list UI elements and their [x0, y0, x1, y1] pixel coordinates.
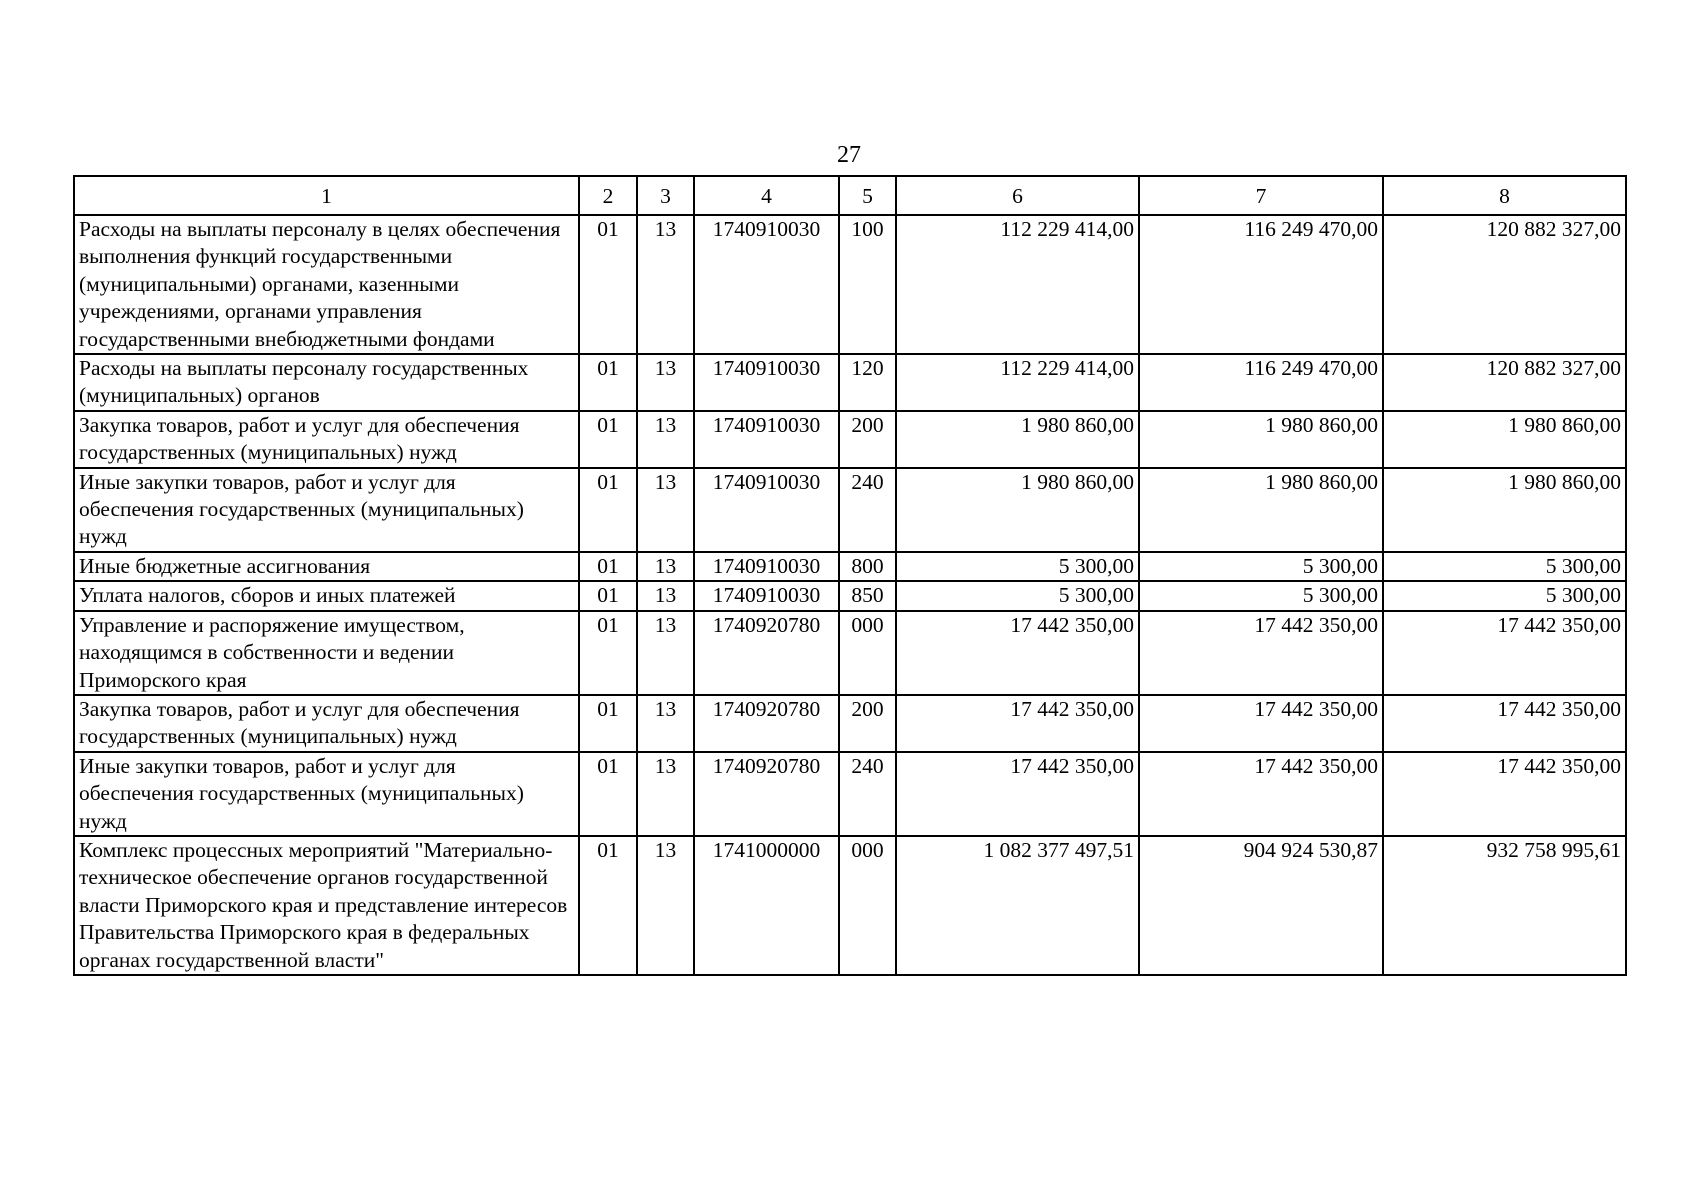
subsection-code: 13 [637, 581, 694, 610]
table-row [74, 752, 1626, 836]
subsection-code: 13 [637, 552, 694, 581]
amount-col-6: 1 980 860,00 [896, 468, 1139, 552]
target-article-code: 1740910030 [694, 411, 839, 468]
amount-col-7: 1 980 860,00 [1139, 411, 1383, 468]
amount-col-8: 120 882 327,00 [1383, 354, 1626, 411]
expense-type-code: 200 [839, 695, 896, 752]
subsection-code: 13 [637, 468, 694, 552]
row-name: Закупка товаров, работ и услуг для обеспечения государственных (муниципальных) нужд [74, 695, 579, 752]
expense-type-code: 200 [839, 411, 896, 468]
subsection-code: 13 [637, 836, 694, 975]
amount-col-7: 116 249 470,00 [1139, 215, 1383, 354]
subsection-code: 13 [637, 354, 694, 411]
table-row [74, 695, 1626, 752]
amount-col-8: 1 980 860,00 [1383, 411, 1626, 468]
amount-col-7: 17 442 350,00 [1139, 695, 1383, 752]
subsection-code: 13 [637, 695, 694, 752]
section-code: 01 [579, 411, 637, 468]
column-header: 6 [896, 176, 1139, 215]
section-code: 01 [579, 611, 637, 695]
target-article-code: 1740920780 [694, 695, 839, 752]
subsection-code: 13 [637, 611, 694, 695]
subsection-code: 13 [637, 411, 694, 468]
amount-col-7: 904 924 530,87 [1139, 836, 1383, 975]
section-code: 01 [579, 752, 637, 836]
subsection-code: 13 [637, 215, 694, 354]
column-header: 8 [1383, 176, 1626, 215]
column-header: 4 [694, 176, 839, 215]
amount-col-6: 5 300,00 [896, 552, 1139, 581]
table-row [74, 215, 1626, 354]
row-name: Закупка товаров, работ и услуг для обеспечения государственных (муниципальных) нужд [74, 411, 579, 468]
section-code: 01 [579, 695, 637, 752]
target-article-code: 1740920780 [694, 752, 839, 836]
amount-col-8: 932 758 995,61 [1383, 836, 1626, 975]
table-row [74, 836, 1626, 975]
column-header: 2 [579, 176, 637, 215]
row-name: Управление и распоряжение имуществом, находящимся в собственности и ведении Приморского края [74, 611, 579, 695]
amount-col-6: 112 229 414,00 [896, 215, 1139, 354]
column-header: 5 [839, 176, 896, 215]
expense-type-code: 100 [839, 215, 896, 354]
row-name: Расходы на выплаты персоналу в целях обеспечения выполнения функций государственными (муниципальными) органами, казенными учреждениями, органами управления государственными внебюджетными фондами [74, 215, 579, 354]
target-article-code: 1740910030 [694, 581, 839, 610]
amount-col-8: 5 300,00 [1383, 552, 1626, 581]
target-article-code: 1740910030 [694, 552, 839, 581]
table-row [74, 581, 1626, 610]
section-code: 01 [579, 354, 637, 411]
section-code: 01 [579, 552, 637, 581]
amount-col-6: 1 980 860,00 [896, 411, 1139, 468]
amount-col-7: 116 249 470,00 [1139, 354, 1383, 411]
target-article-code: 1741000000 [694, 836, 839, 975]
amount-col-8: 17 442 350,00 [1383, 611, 1626, 695]
table-row [74, 552, 1626, 581]
amount-col-7: 5 300,00 [1139, 581, 1383, 610]
amount-col-6: 5 300,00 [896, 581, 1139, 610]
row-name: Иные закупки товаров, работ и услуг для обеспечения государственных (муниципальных) нужд [74, 752, 579, 836]
amount-col-6: 17 442 350,00 [896, 695, 1139, 752]
column-header: 1 [74, 176, 579, 215]
amount-col-8: 17 442 350,00 [1383, 695, 1626, 752]
amount-col-8: 5 300,00 [1383, 581, 1626, 610]
table-row [74, 354, 1626, 411]
column-header: 7 [1139, 176, 1383, 215]
amount-col-7: 17 442 350,00 [1139, 752, 1383, 836]
row-name: Уплата налогов, сборов и иных платежей [74, 581, 579, 610]
row-name: Комплекс процессных мероприятий "Материально-техническое обеспечение органов государственной власти Приморского края и представление интересов Правительства Приморского края в федеральных органах государственной власти" [74, 836, 579, 975]
section-code: 01 [579, 468, 637, 552]
table-row [74, 468, 1626, 552]
target-article-code: 1740920780 [694, 611, 839, 695]
target-article-code: 1740910030 [694, 215, 839, 354]
expense-type-code: 800 [839, 552, 896, 581]
expense-type-code: 240 [839, 752, 896, 836]
target-article-code: 1740910030 [694, 354, 839, 411]
column-header: 3 [637, 176, 694, 215]
amount-col-8: 1 980 860,00 [1383, 468, 1626, 552]
row-name: Иные закупки товаров, работ и услуг для обеспечения государственных (муниципальных) нужд [74, 468, 579, 552]
amount-col-7: 1 980 860,00 [1139, 468, 1383, 552]
budget-table [73, 175, 1627, 976]
amount-col-6: 17 442 350,00 [896, 752, 1139, 836]
section-code: 01 [579, 836, 637, 975]
amount-col-8: 120 882 327,00 [1383, 215, 1626, 354]
amount-col-7: 17 442 350,00 [1139, 611, 1383, 695]
table-row [74, 611, 1626, 695]
row-name: Иные бюджетные ассигнования [74, 552, 579, 581]
amount-col-8: 17 442 350,00 [1383, 752, 1626, 836]
table-header-row [74, 176, 1626, 215]
amount-col-7: 5 300,00 [1139, 552, 1383, 581]
section-code: 01 [579, 581, 637, 610]
expense-type-code: 850 [839, 581, 896, 610]
target-article-code: 1740910030 [694, 468, 839, 552]
expense-type-code: 000 [839, 836, 896, 975]
expense-type-code: 120 [839, 354, 896, 411]
row-name: Расходы на выплаты персоналу государственных (муниципальных) органов [74, 354, 579, 411]
page-number: 27 [837, 142, 861, 168]
subsection-code: 13 [637, 752, 694, 836]
table-row [74, 411, 1626, 468]
amount-col-6: 17 442 350,00 [896, 611, 1139, 695]
expense-type-code: 240 [839, 468, 896, 552]
amount-col-6: 1 082 377 497,51 [896, 836, 1139, 975]
expense-type-code: 000 [839, 611, 896, 695]
section-code: 01 [579, 215, 637, 354]
amount-col-6: 112 229 414,00 [896, 354, 1139, 411]
